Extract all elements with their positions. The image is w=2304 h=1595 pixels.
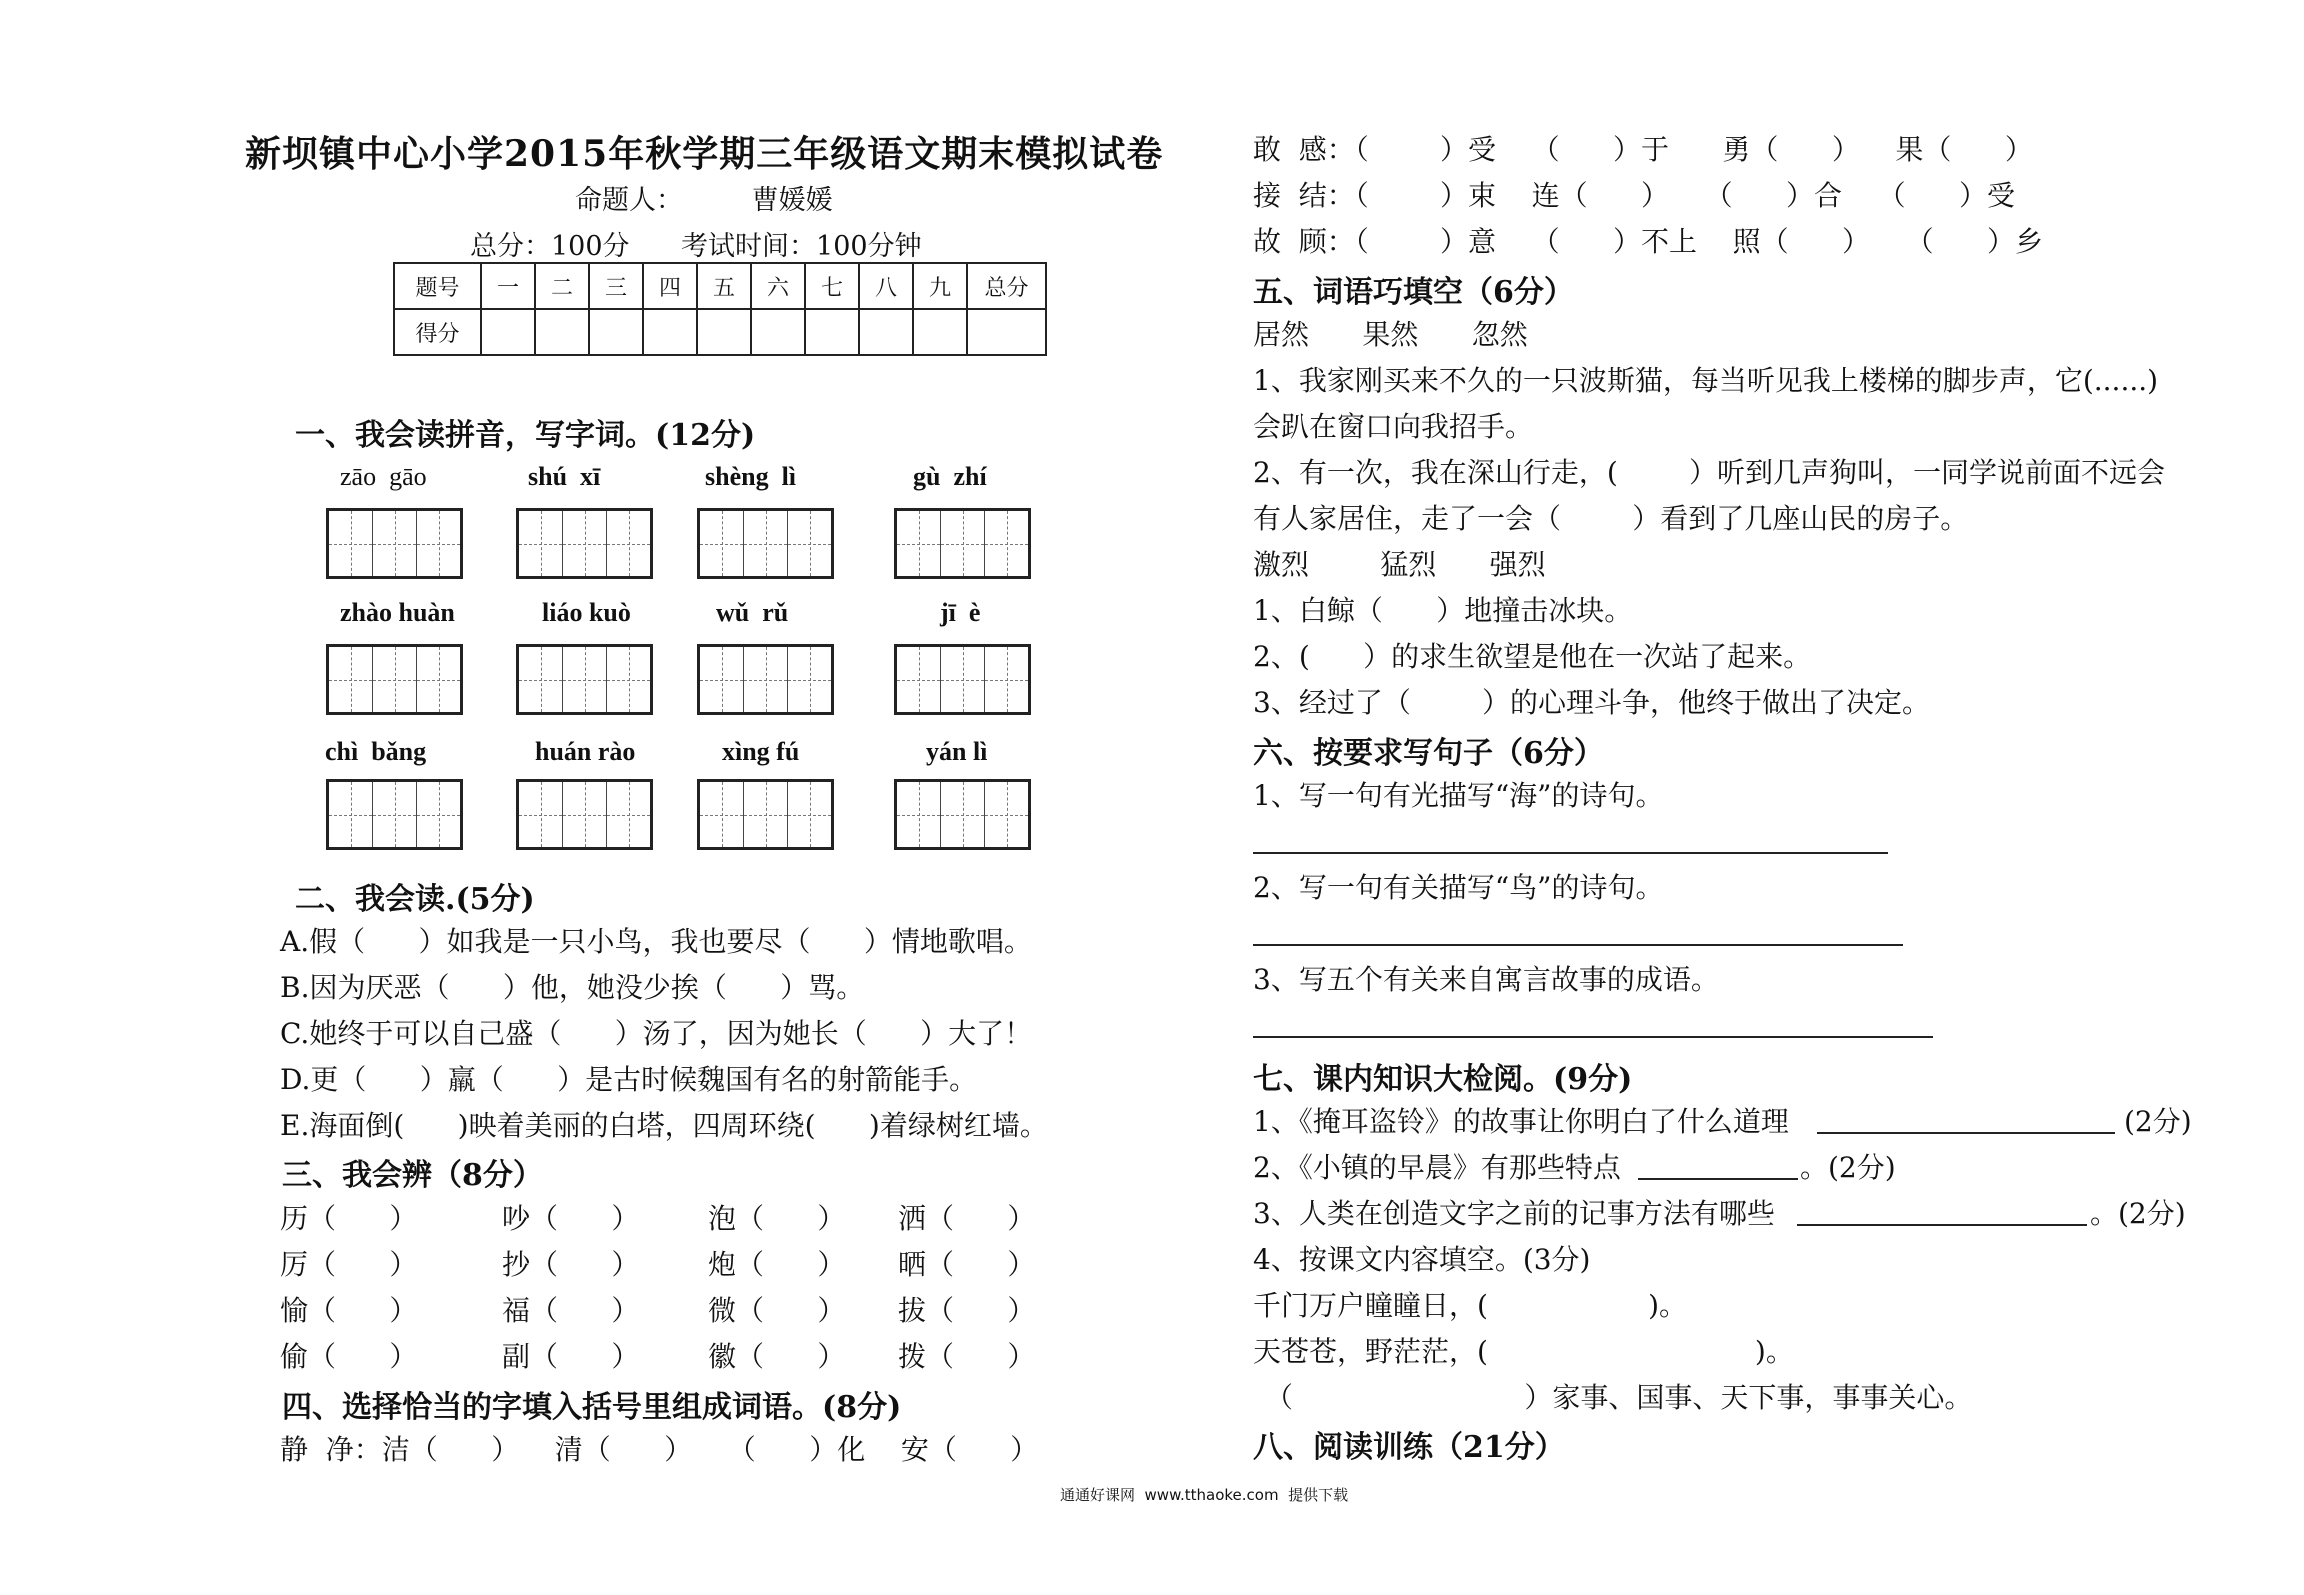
fill-sentence: 3、经过了（ ）的心理斗争，他终于做出了决定。 bbox=[1253, 686, 1931, 719]
writing-grid[interactable] bbox=[516, 508, 653, 579]
reading-item: C.她终于可以自己盛（ ）汤了，因为她长（ ）大了！ bbox=[280, 1017, 1033, 1050]
section-3-heading: 三、我会辨（8分） bbox=[282, 1158, 543, 1193]
writing-grid[interactable] bbox=[697, 508, 834, 579]
word-choices: 居然 果然 忽然 bbox=[1253, 318, 1528, 351]
word-choices: 激烈 猛烈 强烈 bbox=[1253, 548, 1546, 581]
score-blank[interactable] bbox=[913, 309, 967, 355]
reading-item: B.因为厌恶（ ）他，她没少挨（ ）骂。 bbox=[280, 971, 865, 1004]
score-table-cell: 二 bbox=[535, 263, 589, 309]
section-6-heading: 六、按要求写句子（6分） bbox=[1253, 736, 1604, 771]
char-item: 拔（ ） bbox=[898, 1294, 1036, 1327]
score-table-cell: 总分 bbox=[967, 263, 1046, 309]
exam-title: 新坝镇中心小学2015年秋学期三年级语文期末模拟试卷 bbox=[245, 133, 1164, 175]
answer-line[interactable] bbox=[1817, 1132, 2115, 1134]
knowledge-question: 2、《小镇的早晨》有那些特点 bbox=[1253, 1151, 1621, 1184]
score-table-score-row bbox=[394, 309, 1046, 355]
score-table-cell: 九 bbox=[913, 263, 967, 309]
word-fill-row: 接 结：（ ）束 连（ ） （ ）合 （ ）受 bbox=[1253, 179, 2016, 212]
section-2-heading: 二、我会读.(5分) bbox=[295, 882, 535, 917]
score-blank[interactable] bbox=[751, 309, 805, 355]
section-1-heading: 一、我会读拼音，写字词。(12分) bbox=[295, 418, 756, 453]
score-table-cell: 四 bbox=[643, 263, 697, 309]
pinyin-label: zhào huàn bbox=[340, 598, 455, 627]
writing-grid[interactable] bbox=[326, 508, 463, 579]
fill-sentence: 有人家居住，走了一会（ ）看到了几座山民的房子。 bbox=[1253, 502, 1969, 535]
reading-item: E.海面倒( )映着美丽的白塔，四周环绕( )着绿树红墙。 bbox=[280, 1109, 1048, 1142]
score-table-cell: 三 bbox=[589, 263, 643, 309]
score-table-cell: 五 bbox=[697, 263, 751, 309]
word-fill-row: 故 顾：（ ）意 （ ）不上 照（ ） （ ）乡 bbox=[1253, 225, 2044, 258]
pinyin-label: gù zhí bbox=[913, 462, 987, 491]
char-item: 吵（ ） bbox=[502, 1202, 640, 1235]
score-blank[interactable] bbox=[967, 309, 1046, 355]
fill-sentence: 2、有一次，我在深山行走，( ）听到几声狗叫，一同学说前面不远会 bbox=[1253, 456, 2165, 489]
score-note: 。(2分) bbox=[1800, 1151, 1896, 1184]
fill-sentence: 1、我家刚买来不久的一只波斯猫，每当听见我上楼梯的脚步声，它(......) bbox=[1253, 364, 2159, 397]
writing-grid[interactable] bbox=[697, 779, 834, 850]
char-item: 晒（ ） bbox=[898, 1248, 1036, 1281]
knowledge-question: 1、《掩耳盗铃》的故事让你明白了什么道理 bbox=[1253, 1105, 1789, 1138]
score-blank[interactable] bbox=[535, 309, 589, 355]
pinyin-label: jī è bbox=[940, 598, 981, 627]
char-item: 厉（ ） bbox=[280, 1248, 418, 1281]
pinyin-label: yán lì bbox=[926, 737, 988, 766]
knowledge-question: 3、人类在创造文字之前的记事方法有哪些 bbox=[1253, 1197, 1775, 1230]
pinyin-label: chì bǎng bbox=[325, 737, 427, 766]
fill-sentence: 会趴在窗口向我招手。 bbox=[1253, 410, 1534, 443]
word-fill-row: 敢 感：（ ）受 （ ）于 勇（ ） 果（ ） bbox=[1253, 133, 2033, 166]
pinyin-label: liáo kuò bbox=[542, 598, 631, 627]
poem-fill: 千门万户瞳瞳日，( )。 bbox=[1253, 1289, 1688, 1322]
char-item: 泡（ ） bbox=[708, 1202, 846, 1235]
score-table-cell: 一 bbox=[481, 263, 535, 309]
pinyin-label: zāo gāo bbox=[340, 462, 427, 491]
writing-grid[interactable] bbox=[326, 779, 463, 850]
footer-source: 通通好课网 www.tthaoke.com 提供下载 bbox=[1060, 1486, 1349, 1504]
score-table-cell: 六 bbox=[751, 263, 805, 309]
char-item: 拨（ ） bbox=[898, 1340, 1036, 1373]
writing-grid[interactable] bbox=[326, 644, 463, 715]
writing-grid[interactable] bbox=[516, 644, 653, 715]
pinyin-label: huán rào bbox=[535, 737, 636, 766]
section-8-heading: 八、阅读训练（21分） bbox=[1253, 1430, 1565, 1465]
writing-grid[interactable] bbox=[516, 779, 653, 850]
score-table-cell: 八 bbox=[859, 263, 913, 309]
writing-grid[interactable] bbox=[894, 644, 1031, 715]
reading-item: A.假（ ）如我是一只小鸟，我也要尽（ ）情地歌唱。 bbox=[280, 925, 1032, 958]
char-item: 炮（ ） bbox=[708, 1248, 846, 1281]
reading-item: D.更（ ）羸（ ）是古时候魏国有名的射箭能手。 bbox=[280, 1063, 978, 1096]
score-table-cell: 题号 bbox=[394, 263, 481, 309]
score-note: 。(2分) bbox=[2090, 1197, 2186, 1230]
char-item: 微（ ） bbox=[708, 1294, 846, 1327]
score-table bbox=[393, 262, 1047, 356]
poem-fill: （ ）家事、国事、天下事，事事关心。 bbox=[1265, 1381, 1973, 1414]
pinyin-label: wǔ rǔ bbox=[716, 598, 789, 627]
pinyin-label: shú xī bbox=[528, 462, 601, 491]
answer-line[interactable] bbox=[1638, 1178, 1798, 1180]
char-item: 副（ ） bbox=[502, 1340, 640, 1373]
score-note: (2分) bbox=[2124, 1105, 2192, 1138]
score-blank[interactable] bbox=[697, 309, 751, 355]
score-blank[interactable] bbox=[589, 309, 643, 355]
score-table-cell: 七 bbox=[805, 263, 859, 309]
knowledge-question: 4、按课文内容填空。(3分) bbox=[1253, 1243, 1591, 1276]
score-table-header-row bbox=[394, 263, 1046, 309]
char-item: 洒（ ） bbox=[898, 1202, 1036, 1235]
author-line: 命题人： 曹媛媛 bbox=[575, 185, 833, 216]
answer-line[interactable] bbox=[1253, 1036, 1933, 1038]
pinyin-label: xìng fú bbox=[722, 737, 800, 766]
char-item: 福（ ） bbox=[502, 1294, 640, 1327]
char-item: 徽（ ） bbox=[708, 1340, 846, 1373]
score-blank[interactable] bbox=[805, 309, 859, 355]
score-blank[interactable] bbox=[859, 309, 913, 355]
writing-grid[interactable] bbox=[894, 779, 1031, 850]
sentence-question: 1、写一句有光描写“海”的诗句。 bbox=[1253, 779, 1664, 812]
char-item: 偷（ ） bbox=[280, 1340, 418, 1373]
score-blank[interactable] bbox=[643, 309, 697, 355]
section-7-heading: 七、课内知识大检阅。(9分) bbox=[1253, 1062, 1633, 1097]
writing-grid[interactable] bbox=[697, 644, 834, 715]
pinyin-label: shèng lì bbox=[705, 462, 797, 491]
fill-sentence: 1、白鲸（ ）地撞击冰块。 bbox=[1253, 594, 1633, 627]
poem-fill: 天苍苍，野茫茫，( )。 bbox=[1253, 1335, 1794, 1368]
word-fill-row: 静 净：洁（ ） 清（ ） （ ）化 安（ ） bbox=[280, 1433, 1039, 1466]
answer-line[interactable] bbox=[1797, 1224, 2087, 1226]
sentence-question: 2、写一句有关描写“鸟”的诗句。 bbox=[1253, 871, 1664, 904]
char-item: 抄（ ） bbox=[502, 1248, 640, 1281]
section-4-heading: 四、选择恰当的字填入括号里组成词语。(8分) bbox=[282, 1390, 902, 1425]
fill-sentence: 2、( ）的求生欲望是他在一次站了起来。 bbox=[1253, 640, 1812, 673]
sentence-question: 3、写五个有关来自寓言故事的成语。 bbox=[1253, 963, 1719, 996]
answer-line[interactable] bbox=[1253, 944, 1903, 946]
section-5-heading: 五、词语巧填空（6分） bbox=[1253, 275, 1574, 310]
writing-grid[interactable] bbox=[894, 508, 1031, 579]
char-item: 历（ ） bbox=[280, 1202, 418, 1235]
answer-line[interactable] bbox=[1253, 852, 1888, 854]
char-item: 愉（ ） bbox=[280, 1294, 418, 1327]
exam-info: 总分：100分 考试时间：100分钟 bbox=[470, 231, 922, 262]
score-blank[interactable] bbox=[481, 309, 535, 355]
score-table-cell: 得分 bbox=[394, 309, 481, 355]
